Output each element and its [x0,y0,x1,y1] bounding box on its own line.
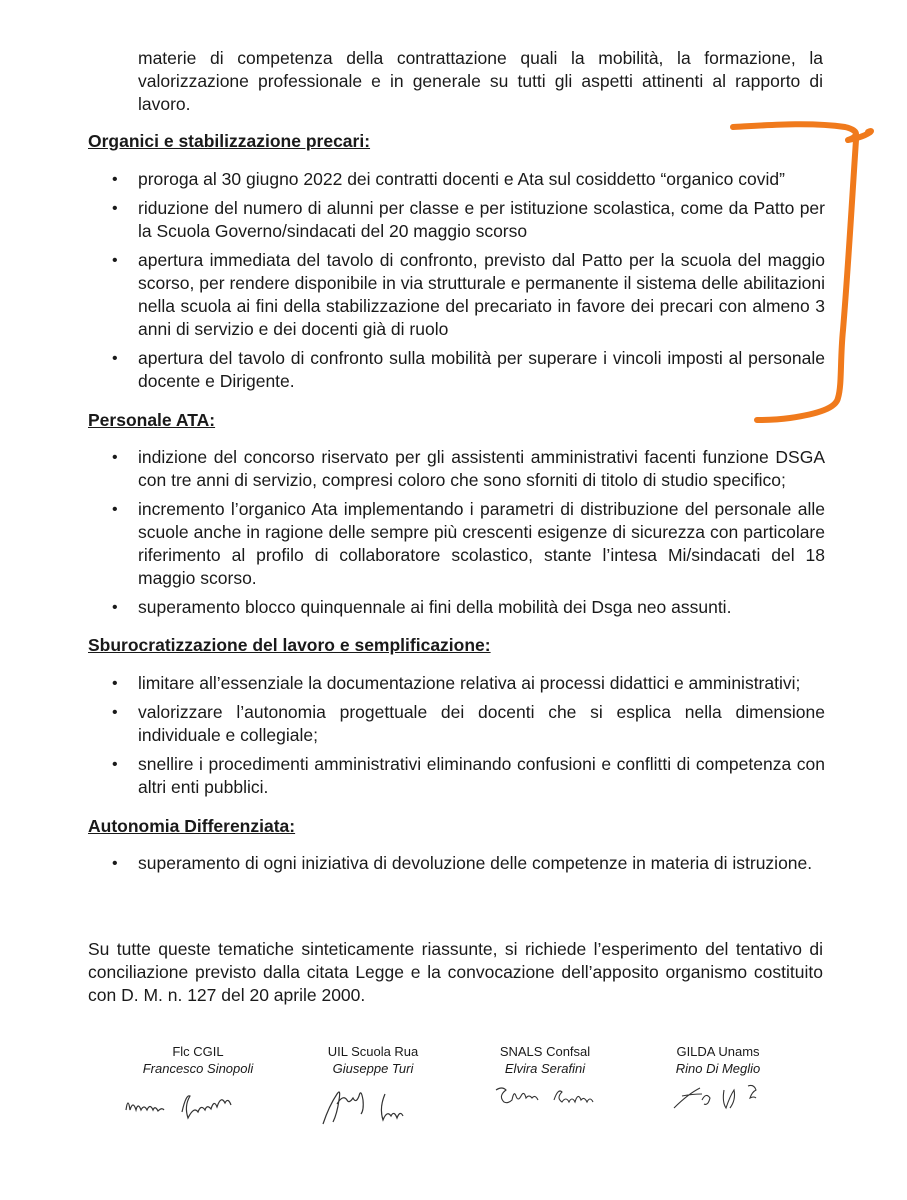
handwritten-signature-turi [315,1080,425,1130]
signature-organization: SNALS Confsal [499,1044,591,1059]
bullet-icon: • [112,756,118,773]
bullet-icon: • [112,252,118,269]
list-item: • valorizzare l’autonomia progettuale dei docenti che si esplica nella dimensione individuale e collegiale; [112,702,825,745]
list-item: • snellire i procedimenti amministrativi eliminando confusioni e conflitti di competenza con altri enti pubblici. [112,754,825,797]
list-item: • indizione del concorso riservato per gli assistenti amministrativi facenti funzione DSGA con tre anni di servizio, compresi coloro che sono sforniti di titolo di studio specifico; [112,447,825,490]
signature-name: Rino Di Meglio [675,1061,761,1076]
list-personale-ata [88,446,825,619]
intro-paragraph: materie di competenza della contrattazione quali la mobilità, la formazione, la valorizzazione professionale e in generale su tutti gli aspetti attinenti al rapporto di lavoro. [138,48,823,114]
list-item: • proroga al 30 giugno 2022 dei contratti docenti e Ata sul cosiddetto “organico covid” [112,169,785,189]
closing-paragraph: Su tutte queste tematiche sinteticamente riassunte, si richiede l’esperimento del tentativo di conciliazione previsto dalla citata Legge e la convocazione dell’apposito organismo costituito con D. M. n. 127 del 20 aprile 2000. [88,939,823,1005]
signature-block-uil-scuola [288,1043,458,1077]
section-heading-organici: Organici e stabilizzazione precari: [88,131,371,151]
handwritten-signature-serafini [490,1082,610,1112]
bullet-icon: • [112,855,118,872]
bullet-icon: • [112,449,118,466]
list-sburocratizzazione [88,672,825,799]
section-heading-autonomia: Autonomia Differenziata: [88,816,296,836]
bullet-icon: • [112,675,118,692]
signature-block-flc-cgil [113,1043,283,1077]
handwritten-signature-di-meglio [668,1078,778,1114]
list-item: • apertura del tavolo di confronto sulla mobilità per superare i vincoli imposti al personale docente e Dirigente. [112,348,825,391]
signature-name: Elvira Serafini [504,1061,586,1076]
signature-block-gilda [633,1043,803,1077]
bullet-icon: • [112,200,118,217]
bullet-icon: • [112,599,118,616]
signature-name: Giuseppe Turi [332,1061,414,1076]
section-heading-personale-ata: Personale ATA: [88,410,216,430]
list-item: • limitare all’essenziale la documentazione relativa ai processi didattici e amministrativi; [112,673,801,693]
list-item: • superamento di ogni iniziativa di devoluzione delle competenze in materia di istruzione. [112,853,813,873]
list-autonomia [88,852,825,875]
bullet-icon: • [112,704,118,721]
signature-block-snals [460,1043,630,1077]
list-item: • riduzione del numero di alunni per classe e per istituzione scolastica, come da Patto per la Scuola Governo/sindacati del 20 maggio scorso [112,198,825,241]
list-item: • incremento l’organico Ata implementando i parametri di distribuzione del personale alle scuole anche in ragione delle sempre più crescenti esigenze di sicurezza con particolare riferimento al profilo di collaboratore scolastico, stante l’intesa Mi/sindacati del 18 maggio scorso. [112,499,825,588]
list-item: • superamento blocco quinquennale ai fini della mobilità dei Dsga neo assunti. [112,597,732,617]
signature-organization: Flc CGIL [172,1044,224,1059]
bullet-icon: • [112,171,118,188]
handwritten-signature-sinopoli [120,1082,250,1127]
list-item: • apertura immediata del tavolo di confronto, previsto dal Patto per la scuola del maggio scorso, per rendere disponibile in via strutturale e permanente il sistema delle abilitazioni nella scuola ai fini della stabilizzazione del precariato in favore dei precari con almeno 3 anni di servizio e dei docenti già di ruolo [112,250,825,339]
signature-name: Francesco Sinopoli [142,1061,254,1076]
bullet-icon: • [112,501,118,518]
signature-organization: UIL Scuola Rua [327,1044,419,1059]
signature-organization: GILDA Unams [676,1044,760,1059]
section-heading-sburocratizzazione: Sburocratizzazione del lavoro e semplificazione: [88,635,491,655]
bullet-icon: • [112,350,118,367]
list-organici [88,168,825,393]
